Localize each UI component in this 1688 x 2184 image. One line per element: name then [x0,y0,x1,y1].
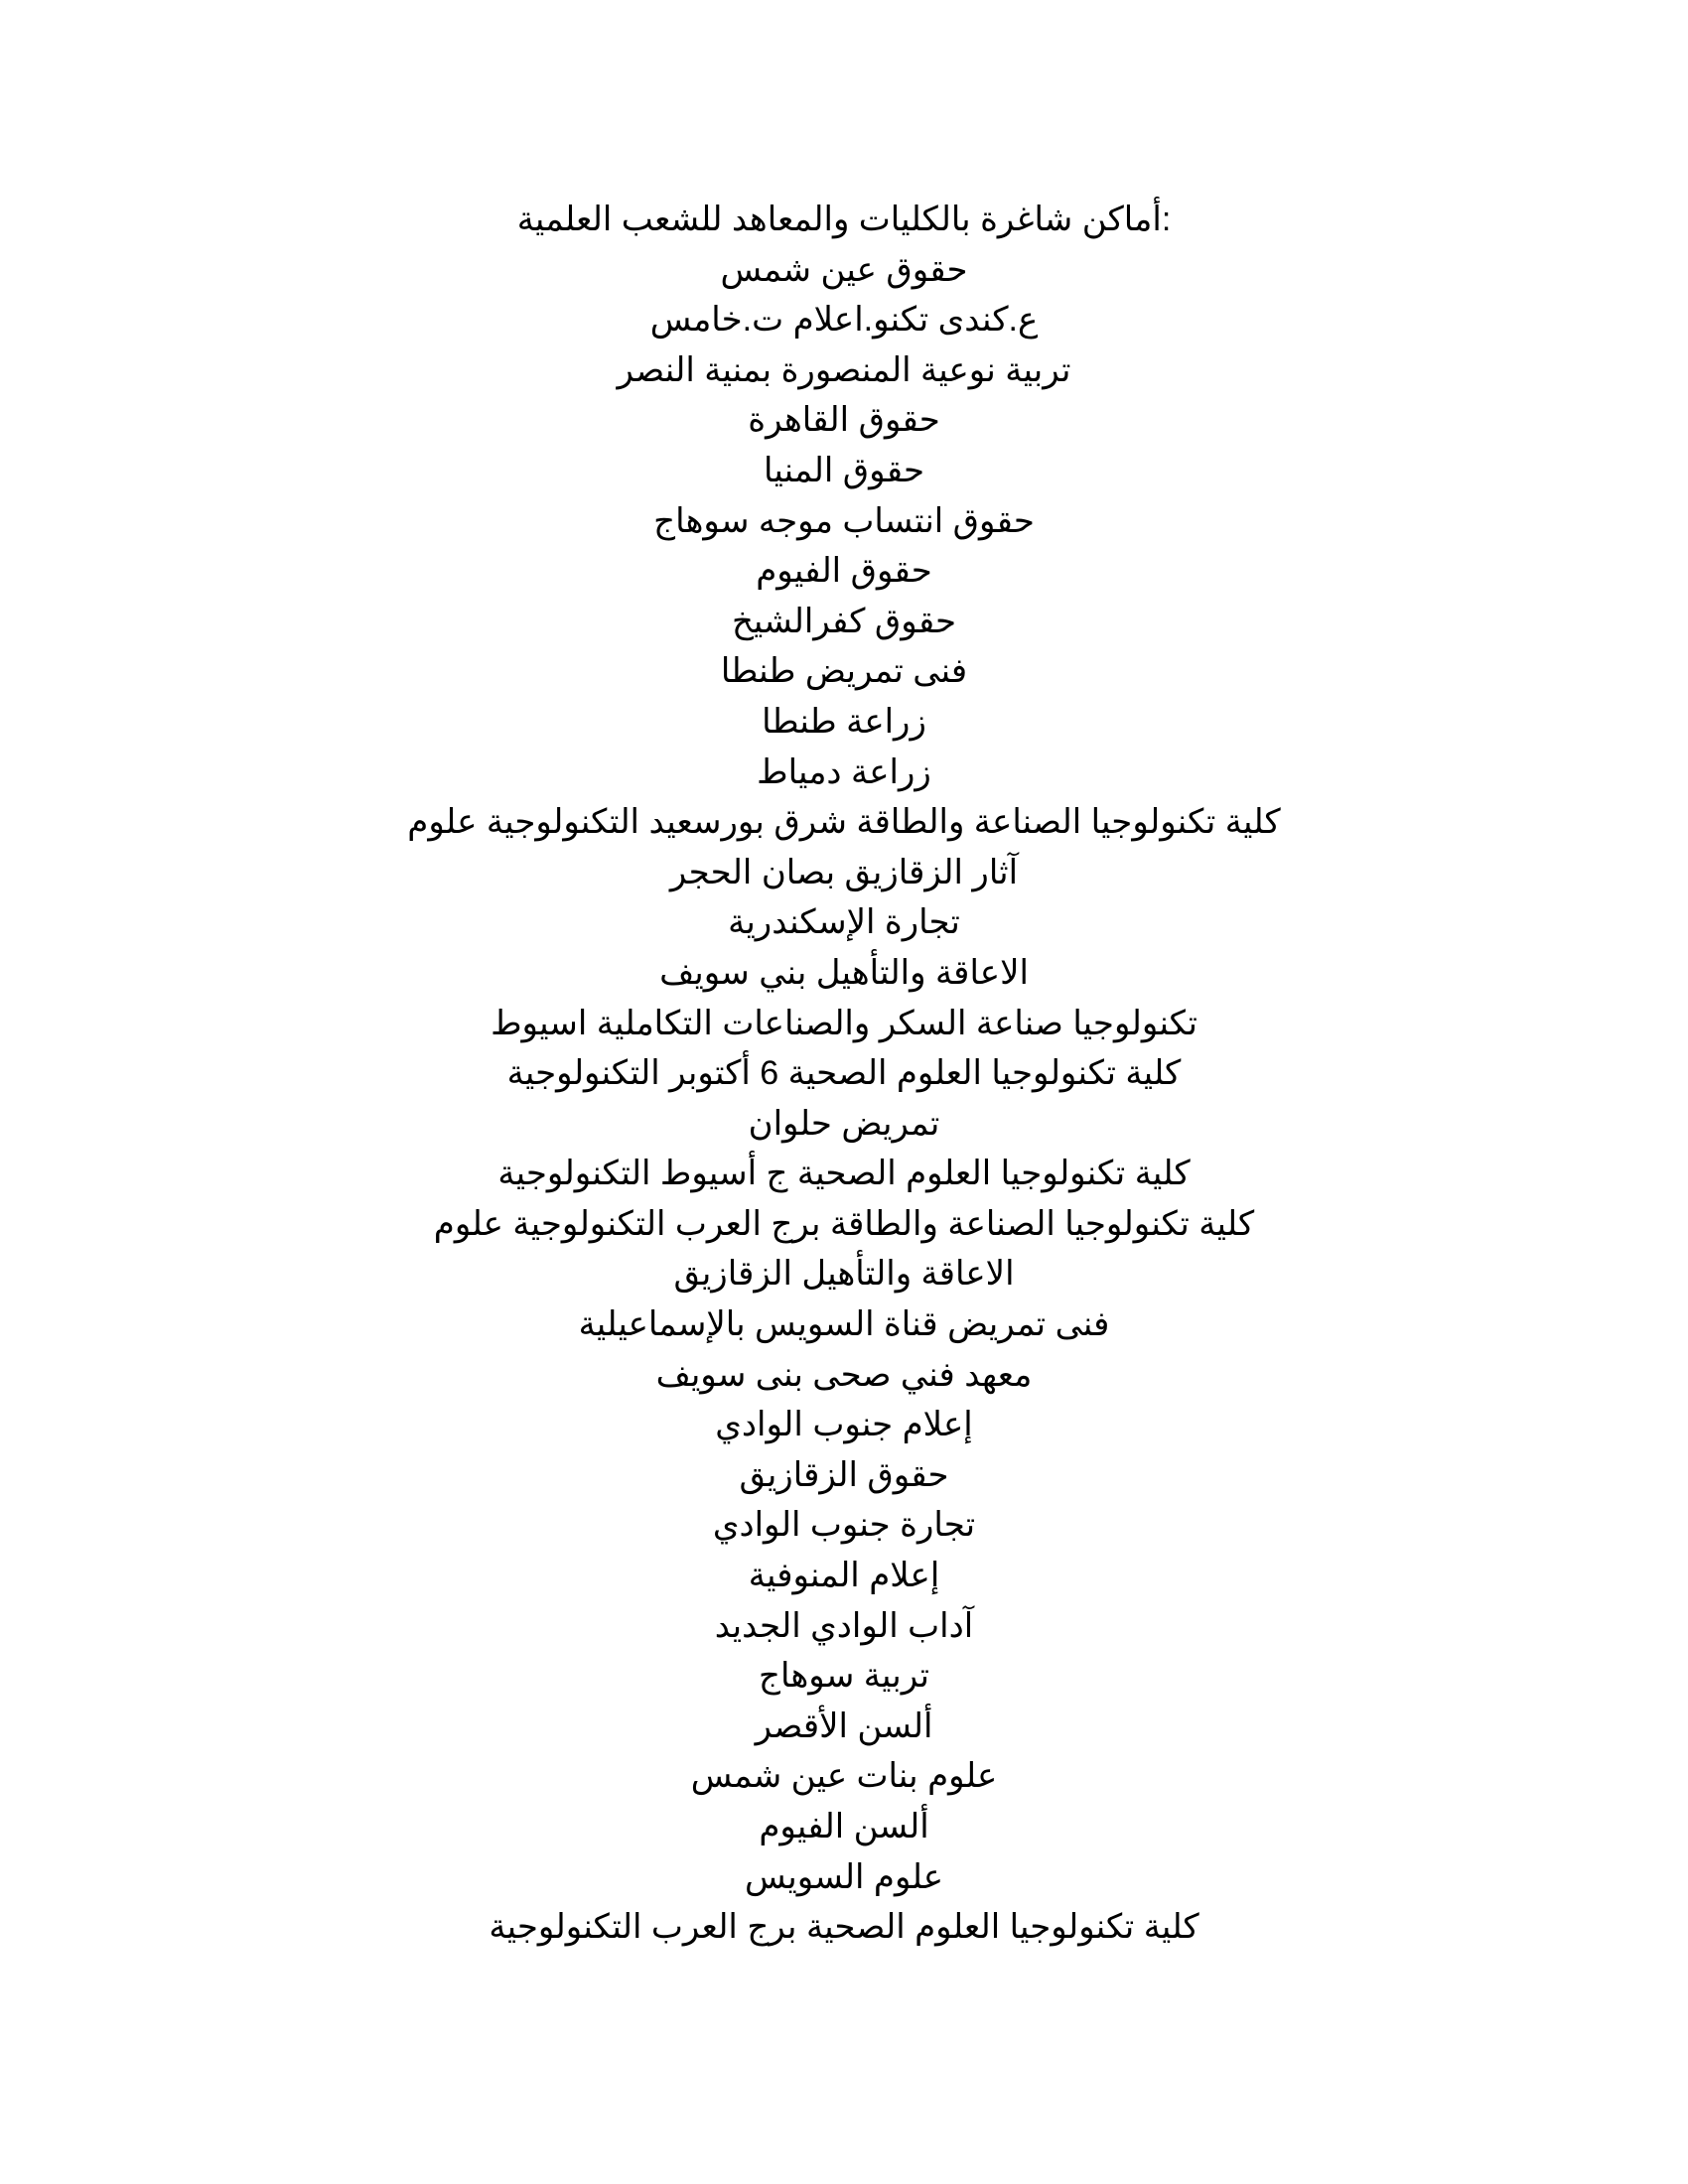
list-item: معهد فني صحى بنى سويف [655,1355,1033,1394]
list-item: الاعاقة والتأهيل الزقازيق [673,1255,1015,1294]
list-item: تربية سوهاج [759,1657,929,1696]
list-item: حقوق المنيا [764,451,924,489]
list-item: كلية تكنولوجيا العلوم الصحية ج أسيوط التكنولوجية [497,1155,1191,1193]
list-item: آثار الزقازيق بصان الحجر [669,853,1019,891]
list-item: حقوق الزقازيق [739,1455,949,1494]
list-item: تجارة جنوب الوادي [712,1506,976,1545]
vacancies-list [0,195,1688,1953]
list-item: حقوق كفرالشيخ [731,602,957,640]
list-item: كلية تكنولوجيا العلوم الصحية برج العرب التكنولوجية [489,1908,1199,1947]
list-item: حقوق عين شمس [720,250,968,289]
list-item: فنى تمريض طنطا [720,652,968,691]
list-item: حقوق الفيوم [756,552,932,591]
list-item: علوم بنات عين شمس [690,1757,998,1796]
list-item: فنى تمريض قناة السويس بالإسماعيلية [578,1305,1110,1344]
list-item: تجارة الإسكندرية [728,903,960,942]
list-item: كلية تكنولوجيا العلوم الصحية 6 أكتوبر التكنولوجية [506,1054,1182,1093]
list-item: حقوق القاهرة [748,401,940,440]
list-item: حقوق انتساب موجه سوهاج [653,501,1035,540]
list-item: كلية تكنولوجيا الصناعة والطاقة برج العرب التكنولوجية علوم [433,1204,1255,1243]
list-item: إعلام المنوفية [748,1557,940,1595]
list-item: زراعة دمياط [757,752,931,791]
list-item: الاعاقة والتأهيل بني سويف [659,953,1029,992]
list-item: إعلام جنوب الوادي [715,1406,973,1444]
list-item: كلية تكنولوجيا الصناعة والطاقة شرق بورسعيد التكنولوجية علوم [407,803,1281,842]
list-item: علوم السويس [744,1857,944,1896]
list-item: ألسن الفيوم [759,1808,929,1845]
list-item: ألسن الأقصر [755,1706,933,1745]
list-item: تكنولوجيا صناعة السكر والصناعات التكاملية اسيوط [491,1004,1197,1042]
list-item: آداب الوادي الجديد [714,1606,974,1645]
list-item: زراعة طنطا [762,702,926,741]
list-item: تمريض حلوان [748,1104,940,1143]
list-heading: :أماكن شاغرة بالكليات والمعاهد للشعب العلمية [516,201,1172,238]
list-item: تربية نوعية المنصورة بمنية النصر [617,350,1071,389]
list-item: ع.كندى تكنو.اعلام ت.خامس [649,301,1039,340]
